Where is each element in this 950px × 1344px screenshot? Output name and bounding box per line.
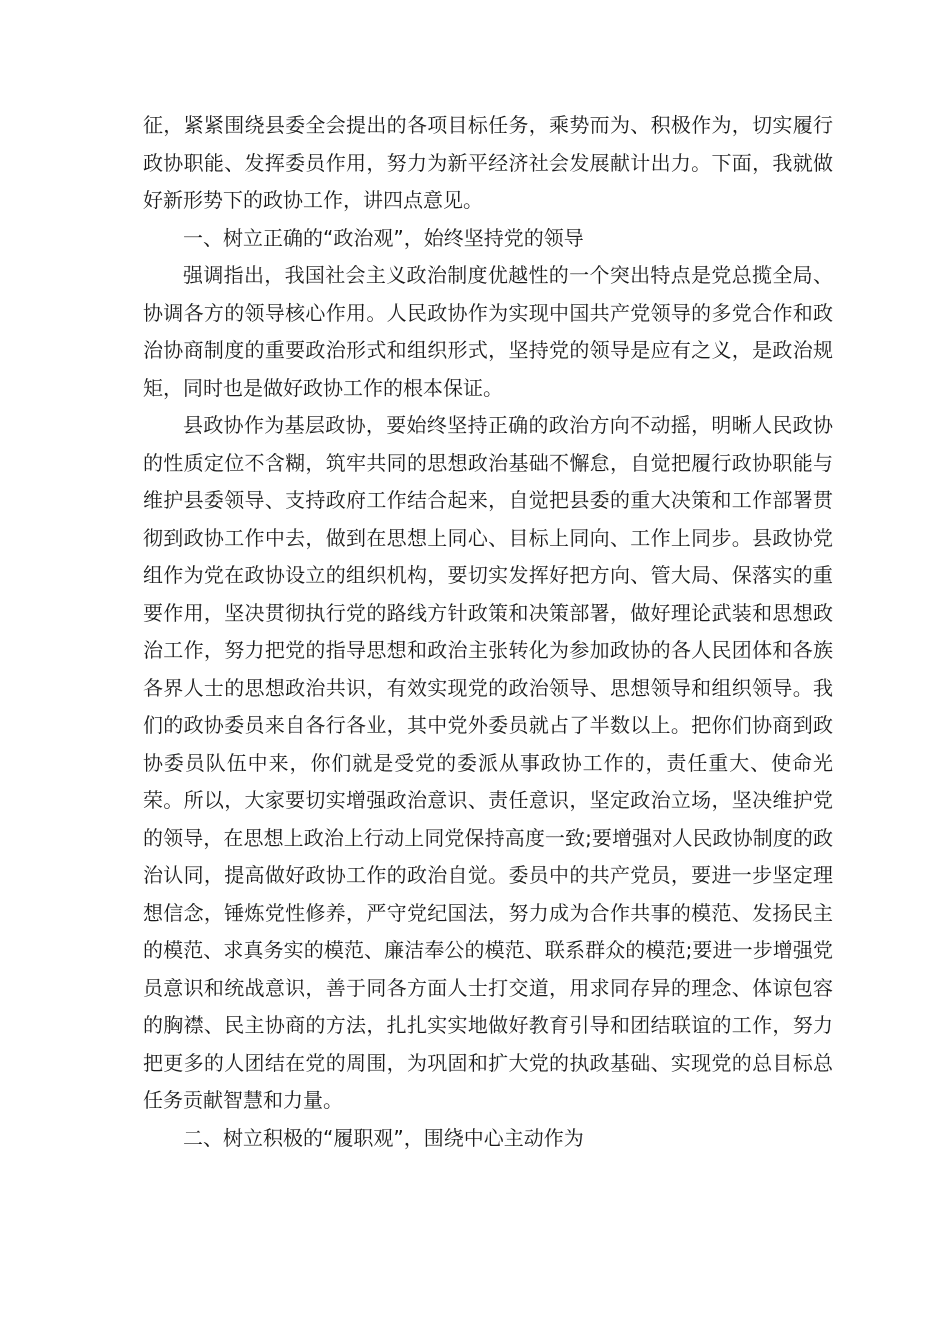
paragraph-continuation: 征，紧紧围绕县委全会提出的各项目标任务，乘势而为、积极作为，切实履行政协职能、发挥委员作用，努力为新平经济社会发展献计出力。下面，我就做好新形势下的政协工作，讲四点意见。	[143, 113, 833, 212]
paragraph-county-cppcc: 县政协作为基层政协，要始终坚持正确的政治方向不动摇，明晰人民政协的性质定位不含糊，筑牢共同的思想政治基础不懈怠，自觉把履行政协职能与维护县委领导、支持政府工作结合起来，自觉把县委的重大决策和工作部署贯彻到政协工作中去，做到在思想上同心、目标上同向、工作上同步。县政协党组作为党在政协设立的组织机构，要切实发挥好把方向、管大局、保落实的重要作用，坚决贯彻执行党的路线方针政策和决策部署，做好理论武装和思想政治工作，努力把党的指导思想和政治主张转化为参加政协的各人民团体和各族各界人士的思想政治共识，有效实现党的政治领导、思想领导和组织领导。我们的政协委员来自各行各业，其中党外委员就占了半数以上。把你们协商到政协委员队伍中来，你们就是受党的委派从事政协工作的，责任重大、使命光荣。所以，大家要切实增强政治意识、责任意识，坚定政治立场，坚决维护党的领导，在思想上政治上行动上同党保持高度一致;要增强对人民政协制度的政治认同，提高做好政协工作的政治自觉。委员中的共产党员，要进一步坚定理想信念，锤炼党性修养，严守党纪国法，努力成为合作共事的模范、发扬民主的模范、求真务实的模范、廉洁奉公的模范、联系群众的模范;要进一步增强党员意识和统战意识，善于同各方面人士打交道，用求同存异的理念、体谅包容的胸襟、民主协商的方法，扎扎实实地做好教育引导和团结联谊的工作，努力把更多的人团结在党的周围，为巩固和扩大党的执政基础、实现党的总目标总任务贡献智慧和力量。	[143, 413, 833, 1112]
paragraph-party-leadership: 强调指出，我国社会主义政治制度优越性的一个突出特点是党总揽全局、协调各方的领导核心作用。人民政协作为实现中国共产党领导的多党合作和政治协商制度的重要政治形式和组织形式，坚持党的领导是应有之义，是政治规矩，同时也是做好政协工作的根本保证。	[143, 263, 833, 400]
section-heading-2: 二、树立积极的“履职观”，围绕中心主动作为	[183, 1125, 584, 1150]
section-heading-1: 一、树立正确的“政治观”，始终坚持党的领导	[183, 225, 584, 250]
document-page	[143, 107, 833, 1157]
